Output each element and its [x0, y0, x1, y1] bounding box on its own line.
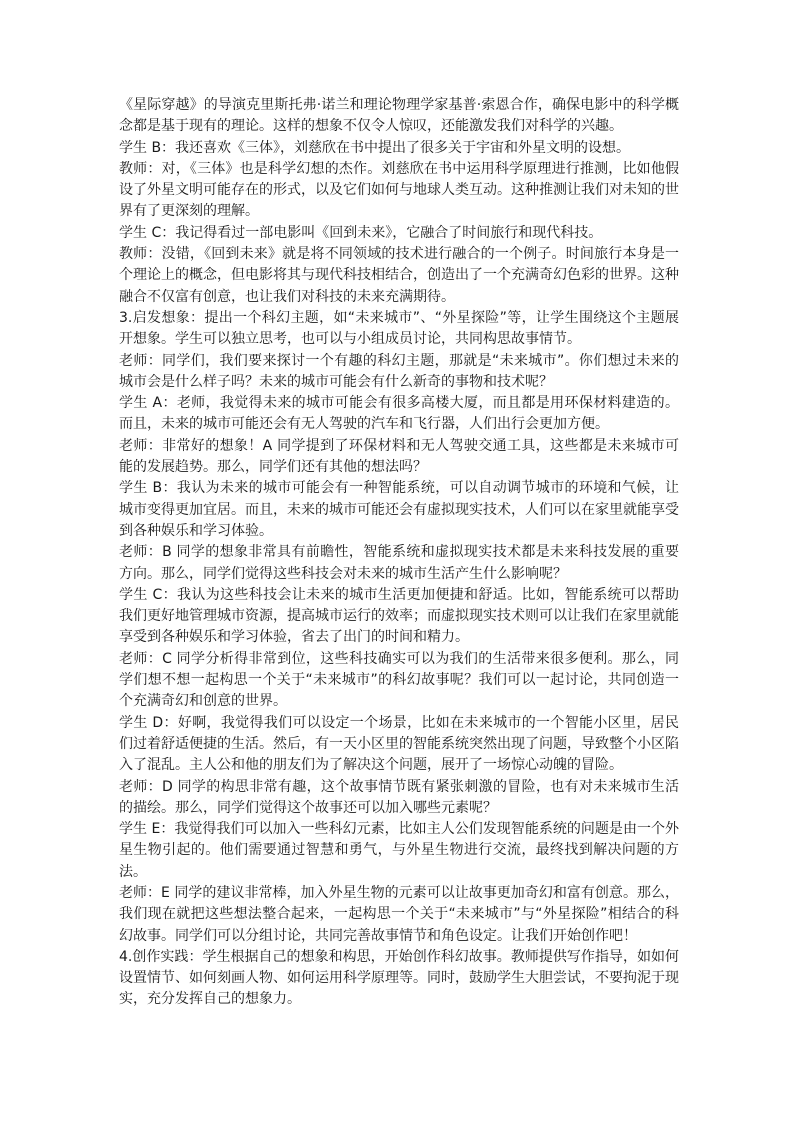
paragraph-student-b: 学生 B：我认为未来的城市可能会有一种智能系统，可以自动调节城市的环境和气候，让城市变得更加宜居。而且，未来的城市可能还会有虚拟现实技术，人们可以在家里就能享受到各种娱乐和学习体验。	[119, 480, 679, 539]
paragraph-teacher-reply-e: 老师：E 同学的建议非常棒，加入外星生物的元素可以让故事更加奇幻和富有创意。那么，我们现在就把这些想法整合起来，一起构思一个关于“未来城市”与“外星探险”相结合的科幻故事。同学们可以分组讨论，共同完善故事情节和角色设定。让我们开始创作吧！	[119, 884, 679, 944]
paragraph-step-3-imagination: 3.启发想象：提出一个科幻主题，如“未来城市”、“外星探险”等，让学生围绕这个主题展开想象。学生可以独立思考，也可以与小组成员讨论，共同构思故事情节。	[119, 309, 679, 348]
paragraph-teacher-reply-b: 老师：B 同学的想象非常具有前瞻性，智能系统和虚拟现实技术都是未来科技发展的重要方向。那么，同学们觉得这些科技会对未来的城市生活产生什么影响呢？	[119, 544, 679, 582]
paragraph-step-4-practice: 4.创作实践：学生根据自己的想象和构思，开始创作科幻故事。教师提供写作指导，如如何设置情节、如何刻画人物、如何运用科学原理等。同时，鼓励学生大胆尝试，不要拘泥于现实，充分发挥自己的想象力。	[119, 948, 679, 1008]
paragraph-student-c-back-to-future: 学生 C：我记得看过一部电影叫《回到未来》，它融合了时间旅行和现代科技。	[119, 224, 603, 241]
paragraph-student-a: 学生 A：老师，我觉得未来的城市可能会有很多高楼大厦，而且都是用环保材料建造的。而且，未来的城市可能还会有无人驾驶的汽车和飞行器，人们出行会更加方便。	[119, 395, 679, 433]
paragraph-student-b-three-body: 学生 B：我还喜欢《三体》，刘慈欣在书中提出了很多关于宇宙和外星文明的设想。	[119, 139, 631, 156]
paragraph-teacher-back-to-future: 教师：没错，《回到未来》就是将不同领域的技术进行融合的一个例子。时间旅行本身是一个理论上的概念，但电影将其与现代科技相结合，创造出了一个充满奇幻色彩的世界。这种融合不仅富有创意，也让我们对科技的未来充满期待。	[119, 246, 679, 305]
paragraph-student-e: 学生 E：我觉得我们可以加入一些科幻元素，比如主人公们发现智能系统的问题是由一个外星生物引起的。他们需要通过智慧和勇气，与外星生物进行交流，最终找到解决问题的方法。	[119, 821, 679, 880]
paragraph-student-d: 学生 D：好啊，我觉得我们可以设定一个场景，比如在未来城市的一个智能小区里，居民们过着舒适便捷的生活。然后，有一天小区里的智能系统突然出现了问题，导致整个小区陷入了混乱。主人公和他的朋友们为了解决这个问题，展开了一场惊心动魄的冒险。	[119, 714, 679, 774]
paragraph-teacher-future-city: 老师：同学们，我们要来探讨一个有趣的科幻主题，那就是“未来城市”。你们想过未来的城市会是什么样子吗？未来的城市可能会有什么新奇的事物和技术呢？	[119, 352, 679, 390]
paragraph-teacher-three-body: 教师：对，《三体》也是科学幻想的杰作。刘慈欣在书中运用科学原理进行推测，比如他假设了外星文明可能存在的形式，以及它们如何与地球人类互动。这种推测让我们对未知的世界有了更深刻的理解。	[119, 160, 679, 220]
paragraph-student-c: 学生 C：我认为这些科技会让未来的城市生活更加便捷和舒适。比如，智能系统可以帮助我们更好地管理城市资源，提高城市运行的效率；而虚拟现实技术则可以让我们在家里就能享受到各种娱乐和学习体验，省去了出门的时间和精力。	[119, 586, 679, 646]
paragraph-interstellar: 《星际穿越》的导演克里斯托弗·诺兰和理论物理学家基普·索恩合作，确保电影中的科学概念都是基于现有的理论。这样的想象不仅令人惊叹，还能激发我们对科学的兴趣。	[119, 97, 679, 135]
paragraph-teacher-reply-c: 老师：C 同学分析得非常到位，这些科技确实可以为我们的生活带来很多便利。那么，同学们想不想一起构思一个关于“未来城市”的科幻故事呢？我们可以一起讨论，共同创造一个充满奇幻和创意的世界。	[119, 650, 679, 710]
paragraph-teacher-reply-a: 老师：非常好的想象！A 同学提到了环保材料和无人驾驶交通工具，这些都是未来城市可能的发展趋势。那么，同学们还有其他的想法吗？	[119, 437, 679, 476]
document-body	[119, 95, 679, 1011]
paragraph-teacher-reply-d: 老师：D 同学的构思非常有趣，这个故事情节既有紧张刺激的冒险，也有对未来城市生活的描绘。那么，同学们觉得这个故事还可以加入哪些元素呢？	[119, 778, 679, 816]
